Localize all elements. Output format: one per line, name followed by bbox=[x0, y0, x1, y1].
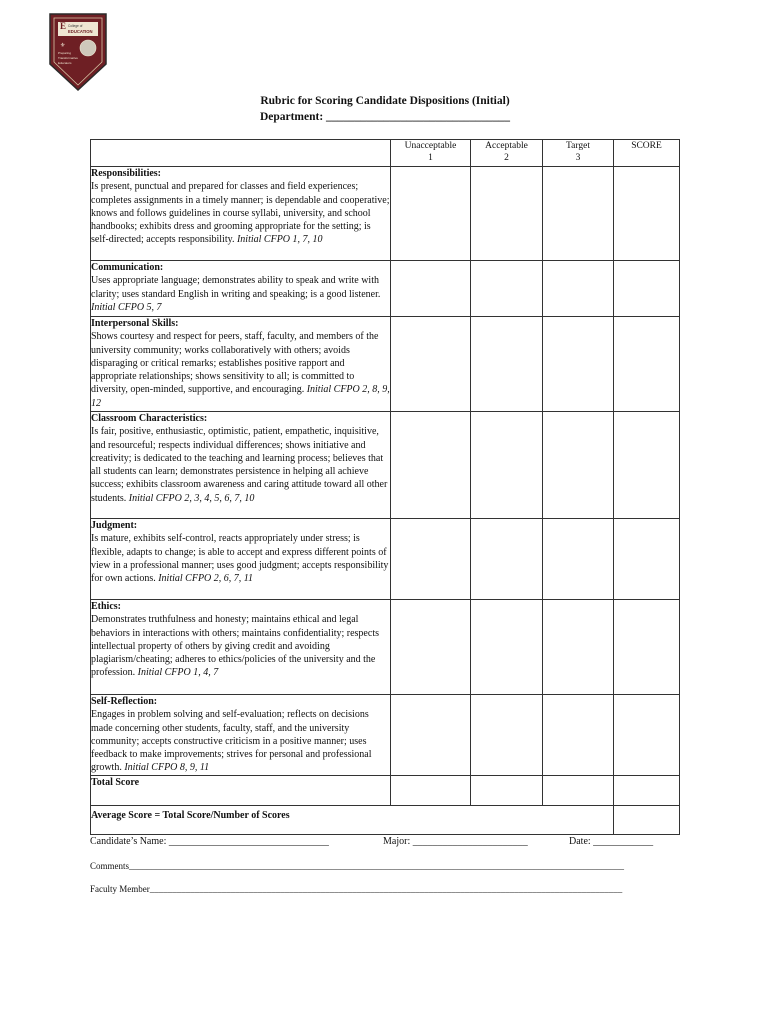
unacceptable-cell[interactable] bbox=[391, 695, 471, 776]
target-cell[interactable] bbox=[543, 695, 614, 776]
unacceptable-cell[interactable] bbox=[391, 600, 471, 695]
rubric-row-responsibilities bbox=[91, 167, 680, 261]
candidate-name-field[interactable]: Candidate’s Name: ________________________________ bbox=[90, 836, 329, 847]
rubric-row-ethics bbox=[91, 600, 680, 695]
page-title: Rubric for Scoring Candidate Dispositions (Initial) bbox=[260, 95, 510, 107]
average-score-cell[interactable] bbox=[614, 805, 680, 834]
date-field[interactable]: Date: ____________ bbox=[569, 836, 654, 847]
acceptable-cell[interactable] bbox=[471, 167, 543, 261]
major-field[interactable]: Major: _______________________ bbox=[383, 836, 528, 847]
category-description: Self-Reflection: Engages in problem solving and self-evaluation; reflects on decisions made concerning other students, faculty, staff, and the university community; accepts constructive criticism in a positive manner; uses feedback to make improvements; strives for personal and professional growth. Initial CFPO 8, 9, 11 bbox=[91, 695, 391, 776]
acceptable-cell[interactable] bbox=[471, 317, 543, 412]
column-header-target: Target 3 bbox=[543, 140, 614, 167]
score-cell[interactable] bbox=[614, 695, 680, 776]
rubric-row-judgment bbox=[91, 519, 680, 600]
category-description: Judgment: Is mature, exhibits self-control, reacts appropriately under stress; is flexible, adapts to change; is able to accept and express different points of view in a professional manner; uses good judgment; accepts responsibility for own actions. Initial CFPO 2, 6, 7, 11 bbox=[91, 519, 391, 600]
score-cell[interactable] bbox=[614, 167, 680, 261]
unacceptable-cell[interactable] bbox=[391, 317, 471, 412]
score-cell[interactable] bbox=[614, 600, 680, 695]
acceptable-total-cell[interactable] bbox=[471, 775, 543, 805]
category-description: Ethics: Demonstrates truthfulness and honesty; maintains ethical and legal behaviors in interactions with others; maintains confidentiality; respects intellectual property of others by giving credit and avoiding plagiarism/cheating; adheres to ethics/policies of the university and the profession. Initial CFPO 1, 4, 7 bbox=[91, 600, 391, 695]
average-score-label: Average Score = Total Score/Number of Scores bbox=[91, 805, 614, 834]
unacceptable-cell[interactable] bbox=[391, 261, 471, 317]
score-cell[interactable] bbox=[614, 261, 680, 317]
comments-field[interactable]: Comments______________________________________________________________________________________________________________ bbox=[90, 861, 625, 871]
score-total-cell[interactable] bbox=[614, 775, 680, 805]
category-description: Classroom Characteristics: Is fair, positive, enthusiastic, optimistic, patient, empathetic, inquisitive, and resourceful; respects individual differences; shows initiative and creativity; is dedicated to the teaching and learning process; believes that all students can learn; demonstrates persistence in helping all achieve success; exhibits classroom awareness and caring attitude toward all other students. Initial CFPO 2, 3, 4, 5, 6, 7, 10 bbox=[91, 412, 391, 519]
average-score-row bbox=[91, 805, 680, 834]
rubric-row-communication bbox=[91, 261, 680, 317]
score-cell[interactable] bbox=[614, 317, 680, 412]
acceptable-cell[interactable] bbox=[471, 695, 543, 776]
category-description: Communication: Uses appropriate language; demonstrates ability to speak and write with clarity; uses standard English in writing and speaking; is a good listener. Initial CFPO 5, 7 bbox=[91, 261, 391, 317]
target-cell[interactable] bbox=[543, 167, 614, 261]
total-score-row bbox=[91, 775, 680, 805]
target-cell[interactable] bbox=[543, 317, 614, 412]
target-cell[interactable] bbox=[543, 261, 614, 317]
unacceptable-cell[interactable] bbox=[391, 412, 471, 519]
college-logo-shield bbox=[48, 12, 108, 92]
svg-text:E: E bbox=[60, 21, 67, 31]
svg-text:College of: College of bbox=[68, 24, 83, 28]
total-score-label: Total Score bbox=[91, 775, 391, 805]
column-header-acceptable: Acceptable 2 bbox=[471, 140, 543, 167]
score-cell[interactable] bbox=[614, 412, 680, 519]
unacceptable-cell[interactable] bbox=[391, 519, 471, 600]
svg-text:Educators: Educators bbox=[58, 61, 72, 65]
rubric-row-interpersonal-skills bbox=[91, 317, 680, 412]
department-line: Department: ________________________________ bbox=[259, 111, 511, 123]
column-header-score: SCORE bbox=[614, 140, 680, 167]
header-row bbox=[91, 140, 680, 167]
category-description: Interpersonal Skills: Shows courtesy and respect for peers, staff, faculty, and members of the university community; works collaboratively with others; avoids disparaging or critical remarks; establishes positive rapport and appropriate relationships; shows sensitivity to all; is committed to diversity, open-minded, supportive, and encouraging. Initial CFPO 2, 8, 9, 12 bbox=[91, 317, 391, 412]
rubric-row-classroom-characteristics bbox=[91, 412, 680, 519]
acceptable-cell[interactable] bbox=[471, 412, 543, 519]
svg-text:Transformative: Transformative bbox=[58, 56, 78, 60]
svg-text:⚜: ⚜ bbox=[60, 43, 66, 49]
score-cell[interactable] bbox=[614, 519, 680, 600]
target-cell[interactable] bbox=[543, 412, 614, 519]
svg-text:Preparing: Preparing bbox=[58, 51, 72, 55]
acceptable-cell[interactable] bbox=[471, 519, 543, 600]
column-header-unacceptable: Unacceptable 1 bbox=[391, 140, 471, 167]
acceptable-cell[interactable] bbox=[471, 261, 543, 317]
target-total-cell[interactable] bbox=[543, 775, 614, 805]
unacceptable-cell[interactable] bbox=[391, 167, 471, 261]
acceptable-cell[interactable] bbox=[471, 600, 543, 695]
faculty-member-field[interactable]: Faculty Member_________________________________________________________________________________________________________ bbox=[90, 884, 623, 894]
unacceptable-total-cell[interactable] bbox=[391, 775, 471, 805]
blank-header-cell bbox=[91, 140, 391, 167]
svg-text:EDUCATION: EDUCATION bbox=[68, 29, 93, 34]
rubric-row-self-reflection bbox=[91, 695, 680, 776]
rubric-table bbox=[90, 139, 680, 835]
target-cell[interactable] bbox=[543, 519, 614, 600]
category-description: Responsibilities: Is present, punctual and prepared for classes and field experiences; completes assignments in a timely manner; is dependable and cooperative; knows and follows guidelines in course syllabi, university, and school handbooks; exhibits dress and grooming appropriate for the setting; is self-directed; accepts responsibility. Initial CFPO 1, 7, 10 bbox=[91, 167, 391, 261]
target-cell[interactable] bbox=[543, 600, 614, 695]
